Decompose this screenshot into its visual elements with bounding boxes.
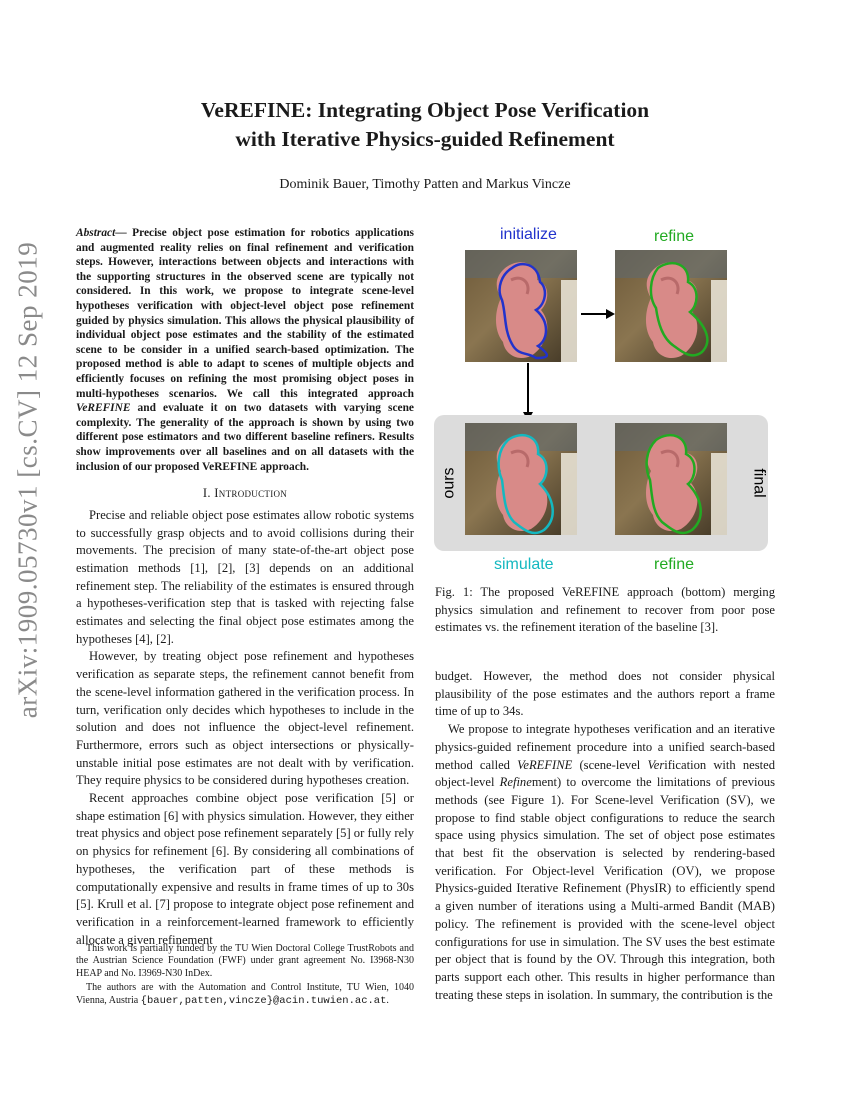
affiliation-text: The authors are with the Automation and Control Institute, TU Wien, 1040 Vienna, Austria	[76, 982, 414, 1006]
intro-paragraph-2: However, by treating object pose refinement and hypotheses verification as separate steps, the refinement cannot benefit from the scene-level information gathered in the verification process. In turn, verification only decides which hypotheses to include in the solution and does not influence the object-level refinement. Furthermore, errors such as object intersections or physically-unstable initial pose estimates are not dealt with by verification. They require physics to be considered during hypotheses creation.	[76, 649, 414, 788]
abstract-method-name: VeREFINE	[76, 402, 131, 415]
section-title: Introduction	[214, 486, 288, 501]
paper-title	[100, 96, 750, 154]
section-heading-introduction	[76, 485, 414, 503]
left-column	[76, 226, 414, 949]
footnote-affiliation	[76, 982, 414, 1007]
footnote-funding: This work is partially funded by the TU Wien Doctoral College TrustRobots and the Austrian Science Foundation (FWF) under grant agreement No. I3968-N30 HEAP and No. I3969-N30 InDex.	[76, 943, 414, 979]
title-line-1: VeREFINE: Integrating Object Pose Verification	[200, 98, 650, 122]
label-refine-top: refine	[654, 228, 695, 245]
refine-bottom-photo	[615, 423, 727, 535]
figure-graphic	[432, 218, 778, 586]
author-emails: {bauer,patten,vincze}@acin.tuwien.ac.at	[140, 994, 387, 1007]
section-number: I.	[202, 486, 215, 501]
p2-text-c: ification with nested object-level	[435, 757, 775, 790]
abstract	[76, 226, 414, 474]
label-refine-bottom: refine	[654, 556, 695, 573]
p2-refine: Refine	[499, 775, 532, 790]
initialize-photo	[465, 250, 577, 362]
figure-1	[432, 218, 778, 586]
title-line-2: with Iterative Physics-guided Refinement	[235, 127, 615, 151]
simulate-photo	[465, 423, 577, 535]
affiliation-end: .	[386, 994, 389, 1006]
abstract-text-2: and evaluate it on two datasets with varying scene complexity. The generality of the approach is shown by using two different pose estimators and two different baseline refiners. Results show improvements over all baselines and on all datasets with the inclusion of our proposed VeREFINE approach.	[76, 402, 414, 473]
label-final: final	[750, 468, 768, 498]
p2-method-name: VeREFINE	[517, 757, 573, 772]
right-column	[435, 668, 775, 1004]
footnotes	[76, 943, 414, 1009]
right-paragraph-2	[435, 721, 775, 1004]
p2-text-a: We propose to integrate hypotheses verification and an iterative physics-guided refinement procedure into a unified search-based method called	[435, 722, 775, 772]
figure-caption: Fig. 1: The proposed VeREFINE approach (bottom) merging physics simulation and refinement to recover from poor pose estimates vs. the refinement iteration of the baseline [3].	[435, 585, 775, 634]
arxiv-stamp	[0, 0, 60, 1100]
abstract-text-1: — Precise object pose estimation for robotics applications and augmented reality relies on final refinement and verification steps. However, interactions between objects and interactions with the supporting structures in the observed scene are typically not considered. In this work, we propose to integrate scene-level hypotheses verification with object-level object pose refinement guided by physics simulation. This allows the physical plausibility of individual object pose estimates and the stability of the estimated scene to be consider in a unified search-based optimization. The proposed method is able to adapt to scenes of multiple objects and efficiently focuses on refining the most promising object poses in multi-hypotheses scenarios. We call this integrated approach	[76, 227, 414, 400]
right-paragraph-1: budget. However, the method does not consider physical plausibility of the pose estimates and the authors report a frame time of up to 34s.	[435, 669, 775, 719]
p2-ver: Ver	[647, 757, 665, 772]
label-simulate: simulate	[494, 556, 554, 573]
intro-paragraph-1: Precise and reliable object pose estimates allow robotic systems to successfully grasp objects and to avoid collisions during their movements. The precision of many state-of-the-art object pose estimation methods [1], [2], [3] depends on an additional refinement step. The reliability of the estimates is ensured through a hypotheses-verification step that is tasked with rejecting false estimates and selecting the final object pose estimates among the hypotheses [4], [2].	[76, 507, 414, 646]
intro-paragraph-3: Recent approaches combine object pose verification [5] or shape estimation [6] with physics simulation. However, they either treat physics and object pose refinement separately [5] or fully rely on physics for refinement [6]. By considering all combinations of hypotheses, the verification part of these methods is computationally expensive and results in frame times of up to 30s [5]. Krull et al. [7] propose to integrate object pose refinement and verification in a reinforcement-learned framework to efficiently allocate a given refinement	[76, 791, 414, 947]
p2-text-d: ment) to overcome the limitations of previous methods (see Figure 1). For Scene-level Verification (SV), we propose to find stable object configurations to reduce the search space using physics simulation. The set of object pose estimates that best fit the observation is selected by rendering-based verification. For Object-level Verification (OV), we propose Physics-guided Iterative Refinement (PhysIR) to efficiently spend a given number of iterations using a Multi-armed Bandit (MAB) policy. The refinement is provided with the scene-level object configurations for use in simulation. The SV uses the best estimate per object that is found by the OV. Through this integration, both parts support each other. This results in higher performance than treating these steps in isolation. In summary, the contribution is the	[435, 775, 775, 1002]
abstract-label: Abstract	[76, 227, 116, 239]
label-ours: ours	[440, 467, 458, 499]
label-initialize: initialize	[500, 226, 557, 243]
p2-text-b: (scene-level	[572, 757, 648, 772]
arxiv-identifier: arXiv:1909.05730v1 [cs.CV] 12 Sep 2019	[12, 241, 43, 719]
author-list: Dominik Bauer, Timothy Patten and Markus Vincze	[279, 177, 571, 192]
